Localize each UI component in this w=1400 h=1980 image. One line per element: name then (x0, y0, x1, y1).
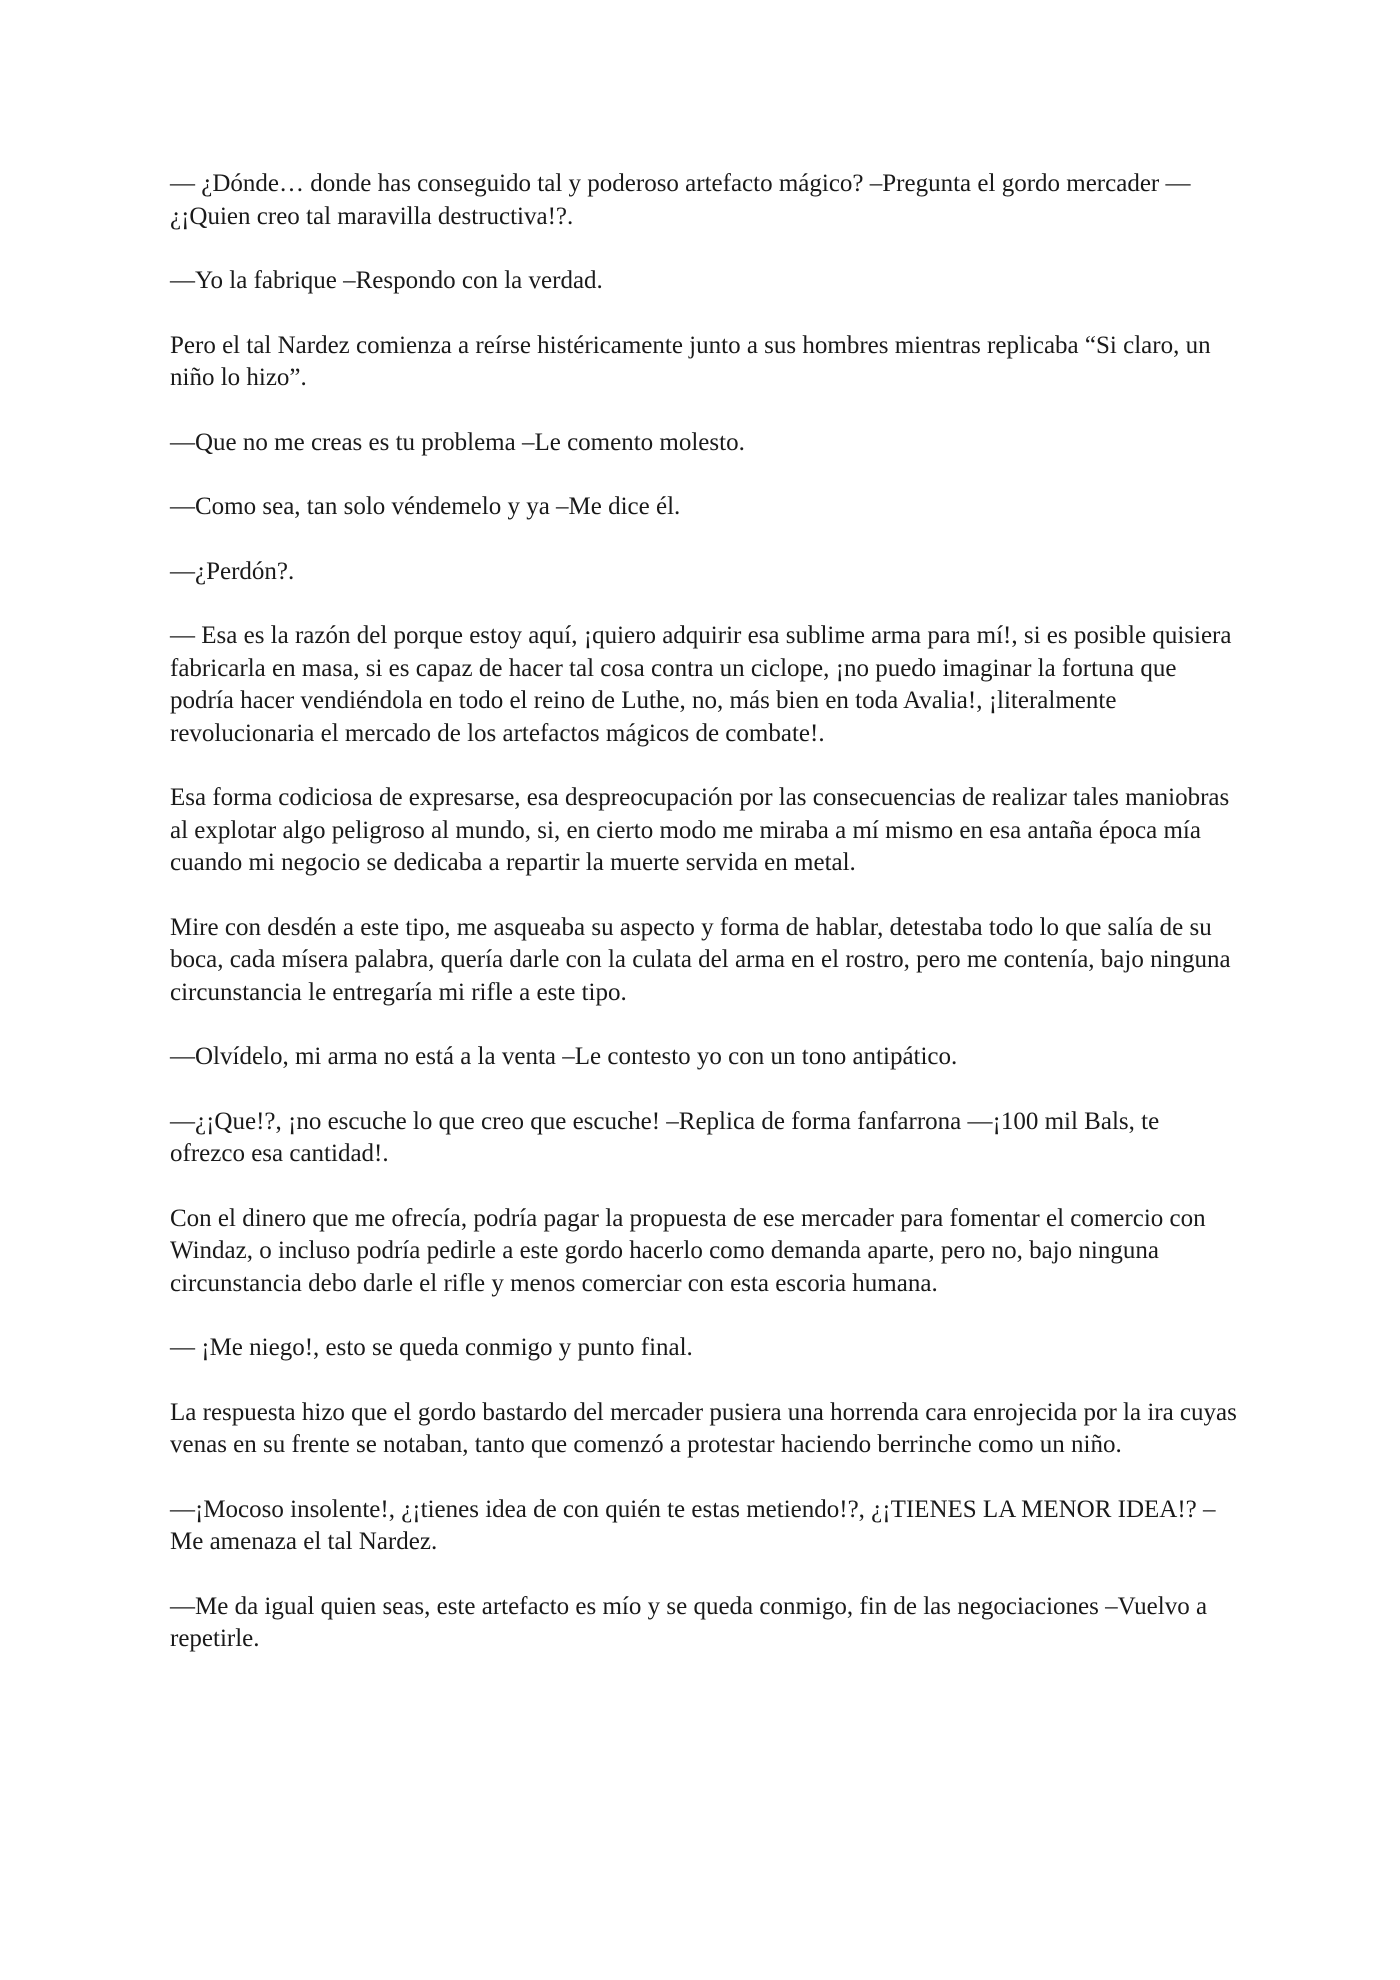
paragraph: — ¡Me niego!, esto se queda conmigo y punto final. (170, 1334, 693, 1361)
paragraph: Con el dinero que me ofrecía, podría pagar la propuesta de ese mercader para fomentar el comercio con Windaz, o incluso podría pedirle a este gordo hacerlo como demanda aparte, pero no, bajo ninguna circunstancia debo darle el rifle y menos comerciar con esta escoria humana. (170, 1204, 1206, 1297)
paragraph: — Esa es la razón del porque estoy aquí, ¡quiero adquirir esa sublime arma para mí!, si es posible quisiera fabricarla en masa, si es capaz de hacer tal cosa contra un ciclope, ¡no puedo imaginar la fortuna que podría hacer vendiéndola en todo el reino de Luthe, no, más bien en toda Avalia!, ¡literalmente revolucionaria el mercado de los artefactos mágicos de combate!. (170, 622, 1232, 747)
paragraph: —Yo la fabrique –Respondo con la verdad. (170, 267, 603, 294)
paragraph: —Que no me creas es tu problema –Le comento molesto. (170, 428, 745, 456)
paragraph: —¿Perdón?. (170, 557, 295, 585)
paragraph: — ¿Dónde… donde has conseguido tal y poderoso artefacto mágico? –Pregunta el gordo mercader —¿¡Quien creo tal maravilla destructiva!?. (170, 170, 1191, 230)
paragraph: —¡Mocoso insolente!, ¿¡tienes idea de con quién te estas metiendo!?, ¿¡TIENES LA MENOR IDEA!? –Me amenaza el tal Nardez. (170, 1495, 1216, 1555)
paragraph: Mire con desdén a este tipo, me asqueaba su aspecto y forma de hablar, detestaba todo lo que salía de su boca, cada mísera palabra, quería darle con la culata del arma en el rostro, pero me contenía, bajo ninguna circunstancia le entregaría mi rifle a este tipo. (170, 913, 1231, 1006)
paragraph: Esa forma codiciosa de expresarse, esa despreocupación por las consecuencias de realizar tales maniobras al explotar algo peligroso al mundo, si, en cierto modo me miraba a mí mismo en esa antaña época mía cuando mi negocio se dedicaba a repartir la muerte servida en metal. (170, 784, 1230, 876)
paragraph: Pero el tal Nardez comienza a reírse histéricamente junto a sus hombres mientras replicaba “Si claro, un niño lo hizo”. (170, 331, 1211, 391)
paragraph: —Como sea, tan solo véndemelo y ya –Me dice él. (170, 493, 681, 520)
paragraph: —¿¡Que!?, ¡no escuche lo que creo que escuche! –Replica de forma fanfarrona —¡100 mil Bals, te ofrezco esa cantidad!. (170, 1107, 1160, 1167)
paragraph: La respuesta hizo que el gordo bastardo del mercader pusiera una horrenda cara enrojecida por la ira cuyas venas en su frente se notaban, tanto que comenzó a protestar haciendo berrinche como un niño. (170, 1398, 1237, 1458)
paragraph: —Me da igual quien seas, este artefacto es mío y se queda conmigo, fin de las negociaciones –Vuelvo a repetirle. (170, 1592, 1208, 1652)
paragraph: —Olvídelo, mi arma no está a la venta –Le contesto yo con un tono antipático. (170, 1043, 958, 1070)
document-body (170, 168, 1240, 1688)
